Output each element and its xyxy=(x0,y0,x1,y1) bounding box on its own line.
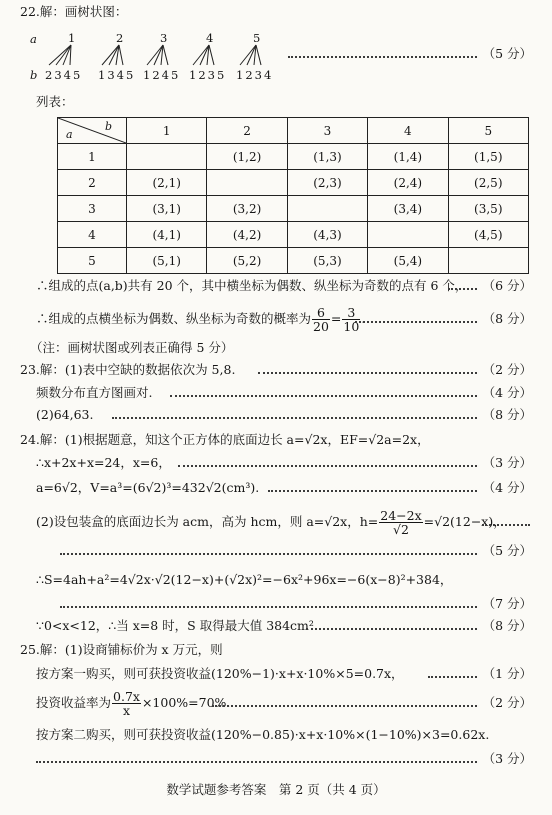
table-cell: (2,5) xyxy=(448,170,528,196)
fraction-denominator: x xyxy=(122,703,131,718)
leader-dots xyxy=(36,749,477,769)
table-cell xyxy=(448,248,528,274)
leader-dots xyxy=(258,360,477,380)
table-cell: (5,4) xyxy=(368,248,448,274)
table-col-header: 4 xyxy=(368,118,448,144)
q24-line1: 24.解：(1)根据题意，知这个正方体的底面边长 a=√2x，EF=√2a=2x， xyxy=(20,432,430,447)
table-cell: (3,5) xyxy=(448,196,528,222)
table-header-a: a xyxy=(66,128,73,141)
tree-label-a: a xyxy=(30,32,37,46)
leader-dots xyxy=(288,44,477,64)
score: （4 分） xyxy=(482,385,532,400)
q22-heading: 22.解：画树状图： xyxy=(20,4,128,19)
fraction-denominator: √2 xyxy=(393,522,409,537)
table-col-header: 2 xyxy=(207,118,287,144)
score: （3 分） xyxy=(482,751,532,766)
outcome-table xyxy=(57,117,529,274)
table-cell: (4,3) xyxy=(287,222,367,248)
leader-dots xyxy=(112,405,477,425)
tree-top-node: 1 xyxy=(68,31,76,45)
table-col-header: 3 xyxy=(287,118,367,144)
table-row xyxy=(58,170,529,196)
tree-top-node: 2 xyxy=(116,31,124,45)
score: （8 分） xyxy=(482,311,532,326)
leader-dots xyxy=(355,309,477,329)
table-col-header: 1 xyxy=(127,118,207,144)
fraction-denominator: 10 xyxy=(343,319,360,334)
q22-line2 xyxy=(36,304,365,334)
table-col-header: 5 xyxy=(448,118,528,144)
q25-line1: 25.解：(1)设商铺标价为 x 万元，则 xyxy=(20,642,223,657)
tree-top-node: 4 xyxy=(206,31,214,45)
fraction-denominator: 20 xyxy=(313,319,329,334)
q25-line2: 按方案一购买，则可获投资收益(120%−1)·x+x·10%×5=0.7x， xyxy=(36,666,404,681)
table-row xyxy=(58,248,529,274)
leader-dots xyxy=(482,512,530,532)
fraction xyxy=(379,509,422,536)
leader-dots xyxy=(170,383,477,403)
page-footer: 数学试题参考答案 第 2 页（共 4 页） xyxy=(166,782,386,797)
leader-dots xyxy=(428,664,477,684)
table-cell: (5,1) xyxy=(127,248,207,274)
score: （2 分） xyxy=(482,695,532,710)
leader-dots xyxy=(268,478,477,498)
table-row xyxy=(58,196,529,222)
table-header-row xyxy=(58,118,529,144)
q24-line4-text: (2)设包装盒的底面边长为 acm，高为 hcm，则 a=√2x，h= xyxy=(36,514,379,529)
fraction-numerator: 24−2x xyxy=(380,508,422,523)
leader-dots xyxy=(178,453,477,473)
table-cell: (4,2) xyxy=(207,222,287,248)
table-cell xyxy=(127,144,207,170)
table-cell: (3,2) xyxy=(207,196,287,222)
q24-line4-tail: =√2(12−x)， xyxy=(423,514,506,529)
q24-line6: ∵0<x<12，∴当 x=8 时，S 取得最大值 384cm². xyxy=(36,618,318,633)
fraction-numerator: 6 xyxy=(312,306,330,320)
score: （6 分） xyxy=(482,278,532,293)
leader-dots xyxy=(60,541,477,561)
table-row-header: 5 xyxy=(58,248,127,274)
q24-line2: ∴x+2x+x=24，x=6， xyxy=(36,455,171,470)
tree-top-node: 5 xyxy=(253,31,261,45)
table-cell: (5,2) xyxy=(207,248,287,274)
fraction xyxy=(112,690,141,717)
table-corner-cell xyxy=(58,118,127,144)
table-header-b: b xyxy=(104,120,112,133)
table-cell: (1,3) xyxy=(287,144,367,170)
q25-line3 xyxy=(36,688,230,718)
q24-line5: ∴S=4ah+a²=4√2x·√2(12−x)+(√2x)²=−6x²+96x=−6(x−8)²+384， xyxy=(36,572,453,587)
table-cell: (1,2) xyxy=(207,144,287,170)
q23-line3: (2)64,63. xyxy=(36,407,94,422)
table-cell: (1,5) xyxy=(448,144,528,170)
fraction xyxy=(312,306,330,333)
table-row xyxy=(58,222,529,248)
table-cell: (1,4) xyxy=(368,144,448,170)
table-cell: (3,4) xyxy=(368,196,448,222)
table-cell xyxy=(287,196,367,222)
score: （1 分） xyxy=(482,666,532,681)
q25-line3-text: 投资收益率为 xyxy=(36,695,112,710)
table-row-header: 4 xyxy=(58,222,127,248)
table-cell xyxy=(207,170,287,196)
score: （5 分） xyxy=(482,46,532,61)
q24-line4 xyxy=(36,506,506,538)
q23-line2: 频数分布直方图画对. xyxy=(36,385,153,400)
score: （3 分） xyxy=(482,455,532,470)
leader-dots xyxy=(60,594,477,614)
score: （5 分） xyxy=(482,543,532,558)
fraction-numerator: 0.7x xyxy=(113,689,140,704)
score: （8 分） xyxy=(482,407,532,422)
table-cell: (4,1) xyxy=(127,222,207,248)
table-cell: (2,4) xyxy=(368,170,448,196)
leader-dots xyxy=(448,276,477,296)
table-cell xyxy=(368,222,448,248)
table-cell: (2,3) xyxy=(287,170,367,196)
table-cell: (5,3) xyxy=(287,248,367,274)
q22-note: （注：画树状图或列表正确得 5 分） xyxy=(30,340,234,355)
q25-line4: 按方案二购买，则可获投资收益(120%−0.85)·x+x·10%×(1−10%)×3=0.62x. xyxy=(36,727,490,742)
tree-bottom-group: 2345 xyxy=(45,68,83,82)
equals-sign: = xyxy=(330,311,342,326)
tree-diagram xyxy=(30,28,300,88)
table-caption: 列表： xyxy=(36,94,74,109)
q24-line3: a=6√2，V=a³=(6√2)³=432√2(cm³). xyxy=(36,480,260,495)
leader-dots xyxy=(212,693,477,713)
leader-dots xyxy=(306,616,477,636)
tree-label-b: b xyxy=(30,68,38,82)
tree-bottom-group: 1234 xyxy=(236,68,274,82)
table-cell: (4,5) xyxy=(448,222,528,248)
period: . xyxy=(361,311,366,326)
q23-line1: 23.解：(1)表中空缺的数据依次为 5,8. xyxy=(20,362,236,377)
table-cell: (2,1) xyxy=(127,170,207,196)
tree-bottom-group: 1345 xyxy=(98,68,136,82)
q25-line3-tail: ×100%=70%. xyxy=(141,695,231,710)
score: （7 分） xyxy=(482,596,532,611)
tree-bottom-group: 1245 xyxy=(143,68,181,82)
score: （2 分） xyxy=(482,362,532,377)
fraction-numerator: 3 xyxy=(342,306,360,320)
tree-bottom-group: 1235 xyxy=(189,68,227,82)
tree-top-node: 3 xyxy=(160,31,168,45)
q22-line1: ∴组成的点(a,b)共有 20 个，其中横坐标为偶数、纵坐标为奇数的点有 6 个， xyxy=(36,278,468,293)
table-row-header: 2 xyxy=(58,170,127,196)
table-row-header: 1 xyxy=(58,144,127,170)
table-row xyxy=(58,144,529,170)
table-row-header: 3 xyxy=(58,196,127,222)
score: （8 分） xyxy=(482,618,532,633)
table-cell: (3,1) xyxy=(127,196,207,222)
q22-line2-text: ∴组成的点横坐标为偶数、纵坐标为奇数的概率为 xyxy=(36,311,312,326)
score: （4 分） xyxy=(482,480,532,495)
